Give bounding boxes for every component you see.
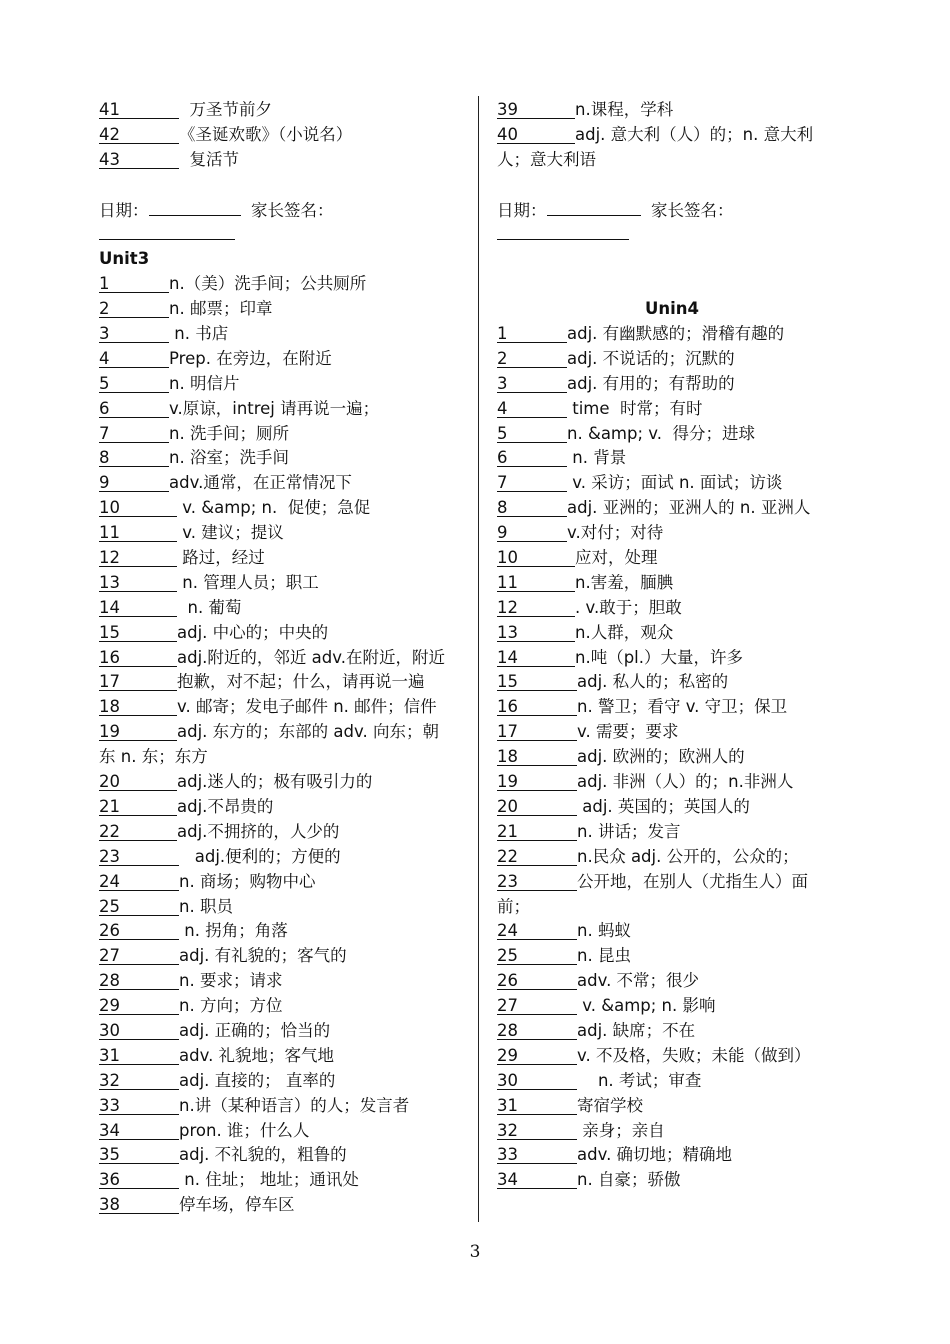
vocab-entry	[497, 446, 847, 471]
vocab-entry	[497, 322, 847, 347]
entry-number: 16	[99, 649, 177, 667]
vocab-entry	[497, 1168, 847, 1193]
entry-number: 8	[99, 449, 169, 467]
parent-signature-blank-line	[99, 222, 467, 247]
entry-definition: n. 要求；请求	[179, 971, 283, 991]
entry-definition: n.民众 adj. 公开的，公众的；	[577, 846, 799, 866]
entry-number: 11	[497, 574, 575, 592]
entry-number: 34	[497, 1171, 577, 1189]
entry-definition: v. &amp; n. 影响	[577, 996, 716, 1016]
entry-definition: adj. 中心的；中央的	[177, 622, 329, 642]
vocab-entry	[99, 297, 467, 322]
vocab-entry	[497, 596, 847, 621]
vocab-entry	[497, 870, 847, 895]
entry-number: 10	[99, 499, 177, 517]
blank-line	[497, 247, 847, 272]
entry-definition: n. 昆虫	[577, 946, 631, 966]
entry-number: 5	[99, 375, 169, 393]
entry-number: 2	[99, 300, 169, 318]
unit-title: Unit3	[99, 249, 150, 269]
entry-number: 23	[99, 848, 179, 866]
vocab-entry	[99, 496, 467, 521]
entry-definition: n. 住址； 地址；通讯处	[179, 1170, 359, 1190]
entry-number: 15	[497, 673, 577, 691]
entry-definition: adj.便利的；方便的	[179, 846, 341, 866]
vocab-entry	[497, 944, 847, 969]
date-blank	[547, 198, 641, 216]
entry-definition: n. 书店	[169, 324, 229, 344]
entry-definition: n. 明信片	[169, 373, 240, 393]
vocab-entry	[497, 1044, 847, 1069]
entry-definition: adv.通常，在正常情况下	[169, 473, 352, 493]
entry-definition: adj.不拥挤的，人少的	[177, 821, 340, 841]
entry-definition: adj. 意大利（人）的；n. 意大利	[575, 124, 814, 144]
vocab-entry	[99, 1193, 467, 1218]
entry-definition: 应对，处理	[575, 548, 658, 568]
entry-number: 25	[497, 947, 577, 965]
vocab-entry	[99, 1143, 467, 1168]
vocab-entry	[497, 521, 847, 546]
entry-definition: adj.不昂贵的	[177, 796, 274, 816]
entry-definition: adj. 正确的；恰当的	[179, 1020, 331, 1040]
entry-definition: adj. 不说话的；沉默的	[567, 348, 735, 368]
entry-number: 28	[497, 1022, 577, 1040]
entry-definition: v. 采访；面试 n. 面试；访谈	[567, 473, 783, 493]
entry-number: 36	[99, 1171, 179, 1189]
vocab-entry	[497, 670, 847, 695]
entry-number: 19	[99, 723, 177, 741]
entry-definition: n. 方向；方位	[179, 996, 283, 1016]
page-number: 3	[469, 1242, 481, 1262]
entry-number: 38	[99, 1196, 179, 1214]
entry-definition: n.（美）洗手间；公共厕所	[169, 274, 367, 294]
vocab-entry	[99, 621, 467, 646]
parent-signature-label: 家长签名：	[251, 200, 334, 220]
entry-number: 12	[99, 549, 177, 567]
unit-title: Unin4	[644, 299, 700, 319]
vocab-entry	[99, 571, 467, 596]
vocab-entry	[99, 272, 467, 297]
spacer	[241, 201, 252, 220]
left-column	[99, 98, 467, 1218]
vocab-entry	[99, 820, 467, 845]
vocab-entry	[99, 471, 467, 496]
entry-definition: adv. 礼貌地；客气地	[179, 1045, 335, 1065]
vocab-entry-continuation: 东 n. 东；东方	[99, 747, 208, 767]
entry-number: 4	[99, 350, 169, 368]
entry-number: 42	[99, 126, 179, 144]
entry-number: 29	[99, 997, 179, 1015]
entry-definition: 亲身；亲自	[577, 1120, 665, 1140]
entry-number: 30	[99, 1022, 179, 1040]
entry-number: 32	[497, 1122, 577, 1140]
entry-number: 5	[497, 425, 567, 443]
vocab-entry	[99, 1168, 467, 1193]
vocab-entry	[99, 795, 467, 820]
entry-number: 14	[497, 649, 575, 667]
entry-number: 1	[99, 275, 169, 293]
vocab-entry	[99, 895, 467, 920]
entry-number: 28	[99, 972, 179, 990]
vocab-entry	[497, 770, 847, 795]
vocab-entry	[99, 397, 467, 422]
entry-definition: adj. 不礼貌的，粗鲁的	[179, 1145, 347, 1165]
entry-definition: 万圣节前夕	[179, 100, 272, 119]
entry-number: 16	[497, 698, 577, 716]
vocab-entry	[99, 944, 467, 969]
entry-number: 6	[99, 400, 169, 418]
entry-number: 27	[99, 947, 179, 965]
vocab-entry	[99, 1119, 467, 1144]
entry-number: 33	[99, 1097, 179, 1115]
entry-definition: 复活节	[179, 149, 239, 169]
entry-number: 31	[99, 1047, 179, 1065]
entry-definition: adj.迷人的；极有吸引力的	[177, 772, 373, 792]
vocab-entry	[497, 471, 847, 496]
signature-line	[99, 198, 467, 223]
entry-definition: . v.敢于；胆敢	[575, 597, 682, 617]
entry-definition: n. 考试；审查	[577, 1070, 702, 1090]
entry-definition: n.吨（pl.）大量，许多	[575, 647, 744, 667]
entry-number: 20	[99, 773, 177, 791]
parent-signature-blank	[497, 222, 629, 240]
vocab-entry	[497, 397, 847, 422]
entry-definition: n.讲（某种语言）的人；发言者	[179, 1095, 410, 1115]
entry-number: 18	[99, 698, 177, 716]
entry-definition: 停车场，停车区	[179, 1195, 295, 1215]
entry-number: 30	[497, 1072, 577, 1090]
vocab-entry	[497, 123, 847, 148]
entry-number: 13	[99, 574, 177, 592]
vocab-entry	[99, 521, 467, 546]
vocab-entry	[497, 621, 847, 646]
entry-definition: v. 不及格，失败；未能（做到）	[577, 1045, 811, 1065]
entry-number: 24	[99, 873, 179, 891]
entry-definition: n. 洗手间；厕所	[169, 423, 289, 443]
entry-definition: n. 职员	[179, 896, 233, 916]
entry-definition: 公开地，在别人（尤指生人）面	[577, 871, 808, 891]
entry-number: 43	[99, 151, 179, 169]
date-blank	[149, 198, 241, 216]
entry-definition: adv. 确切地；精确地	[577, 1145, 733, 1165]
vocab-entry	[99, 148, 467, 173]
vocab-entry	[497, 347, 847, 372]
entry-number: 7	[99, 425, 169, 443]
parent-signature-blank-line	[497, 222, 847, 247]
vocab-entry	[99, 870, 467, 895]
entry-number: 4	[497, 400, 567, 418]
entry-number: 3	[99, 325, 169, 343]
vocab-entry	[497, 1094, 847, 1119]
entry-definition: n.人群，观众	[575, 622, 674, 642]
entry-definition: v. 邮寄；发电子邮件 n. 邮件；信件	[177, 697, 437, 717]
entry-number: 14	[99, 599, 177, 617]
blank-line	[99, 173, 467, 198]
entry-definition: adj. 欧洲的；欧洲人的	[577, 747, 745, 767]
entry-number: 8	[497, 499, 567, 517]
vocab-entry	[497, 422, 847, 447]
entry-definition: n. 拐角；角落	[179, 921, 288, 941]
vocab-entry	[497, 1069, 847, 1094]
vocab-entry	[99, 994, 467, 1019]
entry-definition: n. 背景	[567, 448, 627, 468]
vocab-entry	[497, 1119, 847, 1144]
vocab-entry	[497, 695, 847, 720]
entry-definition: 路过，经过	[177, 548, 265, 568]
vocab-entry	[497, 546, 847, 571]
vocab-entry	[497, 994, 847, 1019]
vocab-entry-continuation: 前；	[497, 896, 530, 916]
entry-definition: adj. 英国的；英国人的	[577, 796, 750, 816]
blank-line	[497, 272, 847, 297]
entry-number: 24	[497, 922, 577, 940]
blank-line	[497, 173, 847, 198]
vocab-entry	[99, 347, 467, 372]
entry-definition: n.课程，学科	[575, 100, 674, 119]
entry-number: 39	[497, 101, 575, 119]
entry-definition: 寄宿学校	[577, 1095, 643, 1115]
entry-definition: n. 邮票；印章	[169, 299, 273, 319]
entry-definition: Prep. 在旁边，在附近	[169, 348, 332, 368]
entry-definition: n. 讲话；发言	[577, 821, 681, 841]
entry-definition: time 时常；有时	[567, 398, 703, 418]
vocab-entry	[99, 969, 467, 994]
entry-definition: v.对付；对待	[567, 523, 664, 543]
entry-number: 41	[99, 101, 179, 119]
entry-number: 6	[497, 449, 567, 467]
entry-definition: adj. 有用的；有帮助的	[567, 373, 735, 393]
entry-number: 17	[497, 723, 577, 741]
entry-number: 10	[497, 549, 575, 567]
entry-number: 22	[497, 848, 577, 866]
vocab-entry	[99, 322, 467, 347]
vocab-entry	[99, 546, 467, 571]
column-divider	[478, 96, 479, 1222]
entry-definition: n. &amp; v. 得分；进球	[567, 423, 755, 443]
vocab-entry	[99, 845, 467, 870]
entry-definition: n. 商场；购物中心	[179, 871, 316, 891]
entry-number: 27	[497, 997, 577, 1015]
entry-number: 9	[497, 524, 567, 542]
entry-definition: v. &amp; n. 促使；急促	[177, 498, 371, 518]
vocab-entry	[99, 720, 467, 745]
spacer	[641, 201, 652, 220]
entry-definition: 抱歉，对不起；什么，请再说一遍	[177, 672, 425, 692]
entry-definition: n. 自豪；骄傲	[577, 1170, 681, 1190]
entry-number: 40	[497, 126, 575, 144]
vocab-entry	[497, 1019, 847, 1044]
entry-number: 7	[497, 474, 567, 492]
vocab-entry	[99, 98, 467, 123]
entry-number: 19	[497, 773, 577, 791]
entry-number: 17	[99, 673, 177, 691]
entry-number: 22	[99, 823, 177, 841]
vocab-entry-continuation: 人；意大利语	[497, 149, 596, 169]
vocab-entry	[497, 745, 847, 770]
entry-definition: adj. 缺席；不在	[577, 1020, 696, 1040]
vocab-entry	[99, 770, 467, 795]
vocab-entry	[497, 571, 847, 596]
vocab-entry	[497, 98, 847, 123]
entry-definition: n. 管理人员；职工	[177, 572, 319, 592]
entry-number: 26	[497, 972, 577, 990]
entry-number: 2	[497, 350, 567, 368]
vocab-entry	[99, 1094, 467, 1119]
entry-number: 29	[497, 1047, 577, 1065]
signature-line	[497, 198, 847, 223]
vocab-entry	[99, 1069, 467, 1094]
entry-number: 21	[99, 798, 177, 816]
vocab-entry	[497, 795, 847, 820]
entry-definition: adj. 亚洲的；亚洲人的 n. 亚洲人	[567, 498, 811, 518]
entry-definition: adv. 不常；很少	[577, 971, 700, 991]
entry-definition: adj. 直接的； 直率的	[179, 1070, 336, 1090]
entry-definition: n. 蚂蚁	[577, 921, 631, 941]
vocab-entry	[497, 845, 847, 870]
entry-number: 26	[99, 922, 179, 940]
entry-number: 12	[497, 599, 575, 617]
entry-number: 20	[497, 798, 577, 816]
entry-number: 21	[497, 823, 577, 841]
vocab-entry	[497, 919, 847, 944]
vocab-entry	[497, 646, 847, 671]
entry-number: 18	[497, 748, 577, 766]
entry-number: 34	[99, 1122, 179, 1140]
entry-definition: 《圣诞欢歌》（小说名）	[179, 124, 353, 144]
vocab-entry	[99, 446, 467, 471]
entry-number: 15	[99, 624, 177, 642]
entry-definition: adj. 非洲（人）的；n.非洲人	[577, 772, 794, 792]
vocab-entry	[497, 496, 847, 521]
entry-definition: pron. 谁；什么人	[179, 1120, 310, 1140]
vocab-entry	[99, 695, 467, 720]
entry-definition: adj. 东方的；东部的 adv. 向东；朝	[177, 722, 439, 742]
vocab-entry	[497, 969, 847, 994]
vocab-entry	[99, 1044, 467, 1069]
entry-number: 33	[497, 1146, 577, 1164]
entry-definition: n. 警卫；看守 v. 守卫；保卫	[577, 697, 788, 717]
entry-definition: v. 需要；要求	[577, 722, 679, 742]
vocab-entry	[99, 123, 467, 148]
entry-number: 9	[99, 474, 169, 492]
vocab-entry	[497, 1143, 847, 1168]
entry-definition: adj. 私人的；私密的	[577, 672, 729, 692]
parent-signature-label: 家长签名：	[651, 200, 734, 220]
vocab-entry	[99, 422, 467, 447]
entry-number: 13	[497, 624, 575, 642]
parent-signature-blank	[99, 222, 235, 240]
right-column	[497, 98, 847, 1193]
vocab-entry	[99, 670, 467, 695]
entry-definition: n. 葡萄	[177, 597, 242, 617]
vocab-entry	[99, 646, 467, 671]
entry-definition: v. 建议；提议	[177, 523, 284, 543]
entry-definition: adj. 有礼貌的；客气的	[179, 946, 347, 966]
vocab-entry	[99, 1019, 467, 1044]
entry-definition: n. 浴室；洗手间	[169, 448, 289, 468]
entry-number: 32	[99, 1072, 179, 1090]
entry-number: 3	[497, 375, 567, 393]
vocab-entry	[497, 372, 847, 397]
vocab-entry	[497, 820, 847, 845]
entry-number: 11	[99, 524, 177, 542]
entry-number: 31	[497, 1097, 577, 1115]
vocab-entry	[497, 720, 847, 745]
vocab-entry	[99, 596, 467, 621]
entry-number: 23	[497, 873, 577, 891]
entry-number: 25	[99, 898, 179, 916]
vocab-entry	[99, 919, 467, 944]
date-label: 日期：	[497, 200, 547, 220]
entry-definition: n.害羞，腼腆	[575, 572, 674, 592]
vocab-entry	[99, 372, 467, 397]
entry-definition: adj.附近的，邻近 adv.在附近，附近	[177, 647, 445, 667]
entry-number: 1	[497, 325, 567, 343]
entry-definition: v.原谅，intrej 请再说一遍；	[169, 398, 380, 418]
entry-number: 35	[99, 1146, 179, 1164]
date-label: 日期：	[99, 200, 149, 220]
entry-definition: adj. 有幽默感的；滑稽有趣的	[567, 324, 785, 344]
